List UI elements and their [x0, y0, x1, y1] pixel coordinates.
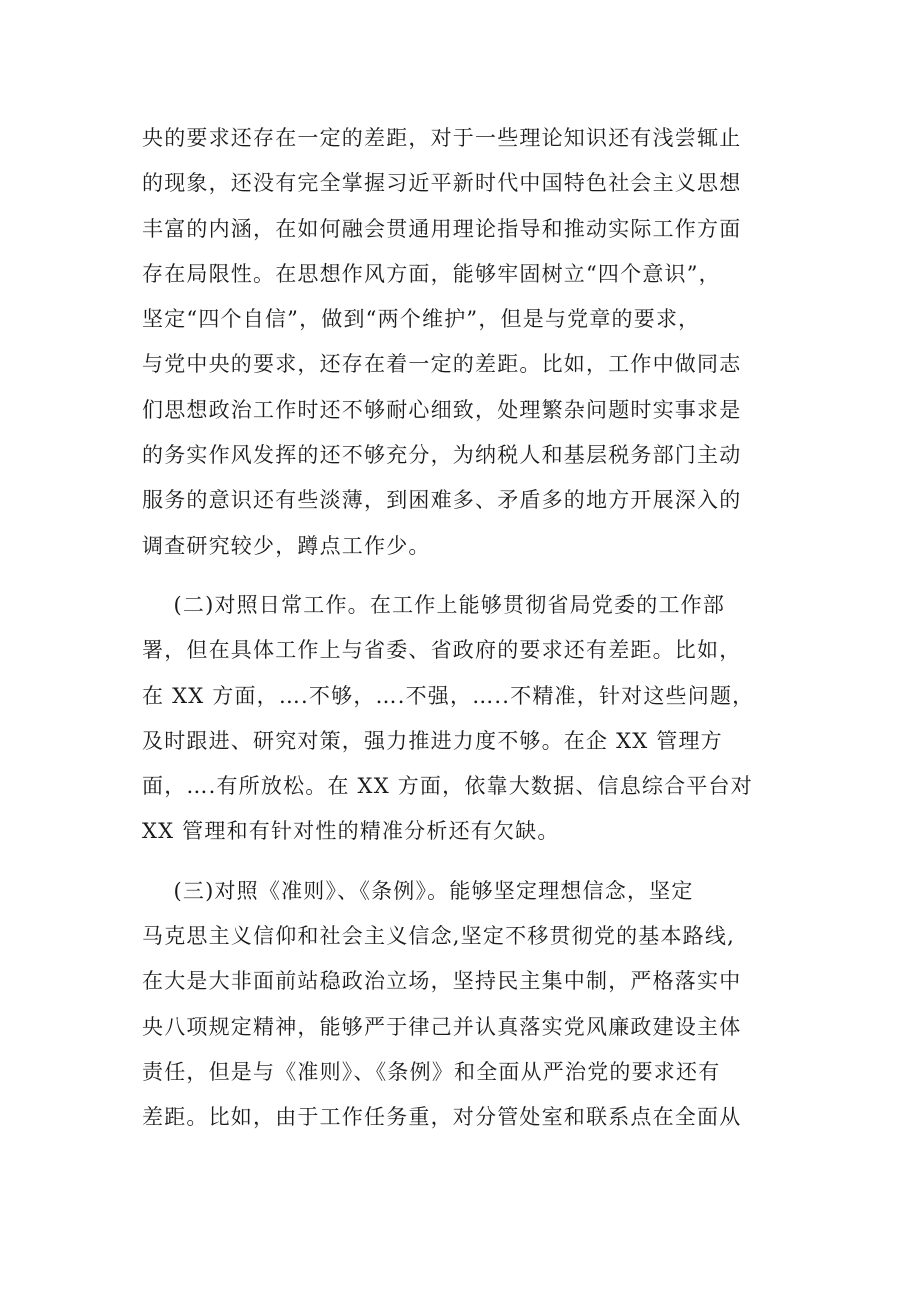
- text-line: 调查研究较少，蹲点工作少。: [142, 533, 431, 558]
- paragraph-spacer: [142, 855, 782, 869]
- text-line: 责任，但是与《准则》、《条例》和全面从严治党的要求还有: [142, 1059, 721, 1084]
- text-line: 的务实作风发挥的还不够充分，为纳税人和基层税务部门主动: [142, 443, 742, 468]
- document-body: [142, 116, 782, 1141]
- text-line: 在 XX 方面，….不够，….不强，…..不精准，针对这些问题，: [142, 683, 755, 708]
- text-line: 马克思主义信仰和社会主义信念,坚定不移贯彻党的基本路线,: [142, 924, 735, 949]
- text-line: 及时跟进、研究对策，强力推进力度不够。在企 XX 管理方: [142, 728, 723, 753]
- text-line: 差距。比如，由于工作任务重，对分管处室和联系点在全面从: [142, 1105, 742, 1130]
- text-line: (三)对照《准则》、《条例》。能够坚定理想信念，坚定: [142, 878, 694, 903]
- text-line: 央的要求还存在一定的差距，对于一些理论知识还有浅尝辄止: [142, 126, 742, 150]
- text-line: (二)对照日常工作。在工作上能够贯彻省局党委的工作部: [142, 592, 726, 617]
- paragraph-1: [142, 116, 782, 569]
- text-line: 央八项规定精神，能够严于律己并认真落实党风廉政建设主体: [142, 1014, 742, 1039]
- text-line: 面，….有所放松。在 XX 方面，依靠大数据、信息综合平台对: [142, 774, 753, 799]
- text-line: 在大是大非面前站稳政治立场，坚持民主集中制，严格落实中: [142, 969, 742, 994]
- text-line: 坚定“四个自信”，做到“两个维护”，但是与党章的要求，: [142, 307, 701, 332]
- text-line: 存在局限性。在思想作风方面，能够牢固树立“四个意识”，: [142, 261, 721, 286]
- text-line: 的现象，还没有完全掌握习近平新时代中国特色社会主义思想: [142, 171, 742, 196]
- text-line: 丰富的内涵，在如何融会贯通用理论指导和推动实际工作方面: [142, 216, 742, 241]
- text-line: 们思想政治工作时还不够耐心细致，处理繁杂问题时实事求是: [142, 397, 742, 422]
- paragraph-2: [142, 583, 782, 855]
- text-line: XX 管理和有针对性的精准分析还有欠缺。: [142, 819, 560, 844]
- paragraph-spacer: [142, 569, 782, 583]
- text-line: 服务的意识还有些淡薄，到困难多、矛盾多的地方开展深入的: [142, 488, 742, 513]
- text-line: 署，但在具体工作上与省委、省政府的要求还有差距。比如，: [142, 638, 742, 663]
- text-line: 与党中央的要求，还存在着一定的差距。比如，工作中做同志: [142, 352, 742, 377]
- paragraph-3: [142, 869, 782, 1141]
